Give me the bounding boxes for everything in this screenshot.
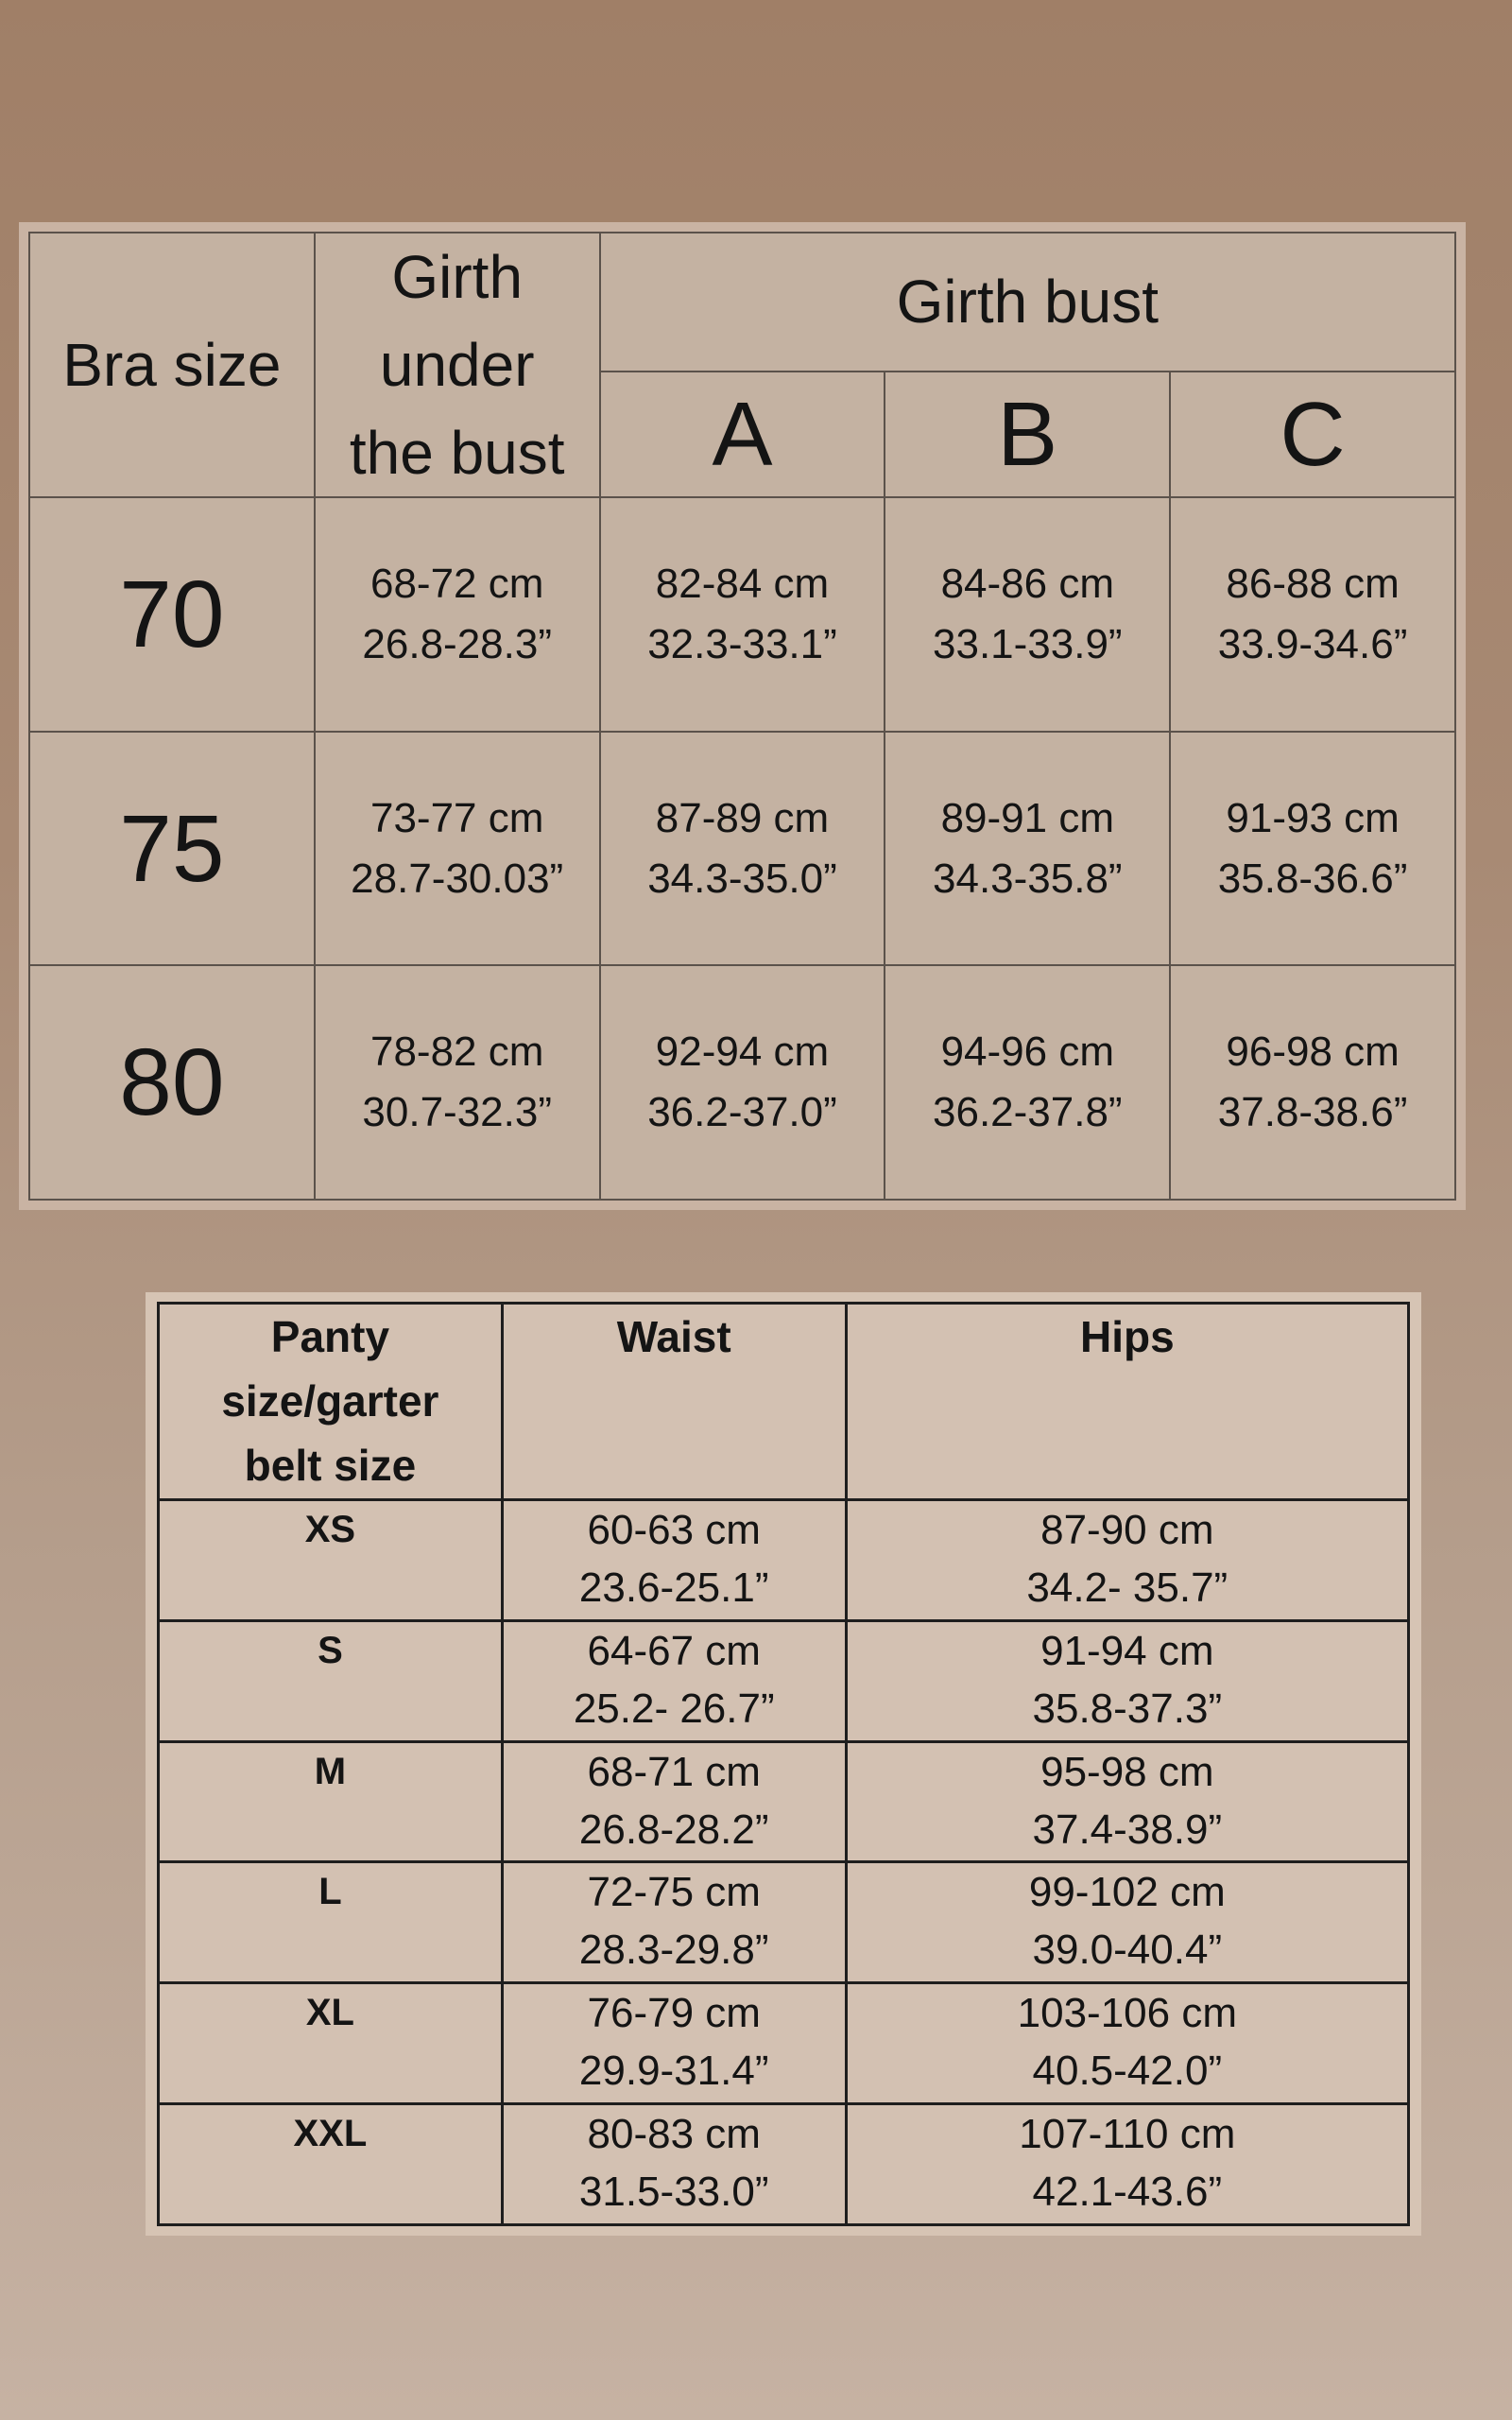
girth-under-cell — [315, 497, 600, 732]
cup-c-cell — [1170, 497, 1455, 732]
header-hips: Hips — [846, 1304, 1408, 1500]
hips-cell — [846, 1983, 1408, 2104]
cup-b-cell — [885, 497, 1170, 732]
girth-under-cell — [315, 732, 600, 966]
cm-value: 84-86 cm — [940, 561, 1114, 608]
cm-value: 91-94 cm — [1040, 1627, 1214, 1674]
panty-size-value: S — [159, 1620, 503, 1741]
header-panty-line: Panty — [270, 1312, 390, 1361]
cm-value: 91-93 cm — [1226, 794, 1400, 841]
girth-under-cell — [315, 965, 600, 1200]
cm-value: 68-71 cm — [587, 1748, 761, 1795]
cm-value: 92-94 cm — [655, 1028, 830, 1076]
header-girth-under-bust — [315, 233, 600, 497]
inch-value: 34.3-35.8” — [933, 855, 1123, 902]
waist-cell — [502, 1983, 846, 2104]
inch-value: 34.2- 35.7” — [1026, 1564, 1228, 1611]
inch-value: 35.8-37.3” — [1032, 1685, 1223, 1732]
hips-cell — [846, 2104, 1408, 2225]
panty-row — [159, 1741, 1409, 1862]
waist-cell — [502, 1862, 846, 1983]
cm-value: 103-106 cm — [1017, 1990, 1237, 2037]
header-cup-b: B — [885, 372, 1170, 498]
cup-c-cell — [1170, 732, 1455, 966]
bra-size-value: 70 — [29, 497, 315, 732]
cm-value: 96-98 cm — [1226, 1028, 1400, 1076]
inch-value: 28.3-29.8” — [578, 1927, 769, 1974]
cm-value: 86-88 cm — [1226, 561, 1400, 608]
cm-value: 78-82 cm — [369, 1028, 544, 1076]
cup-a-cell — [600, 497, 885, 732]
inch-value: 25.2- 26.7” — [573, 1685, 775, 1732]
inch-value: 39.0-40.4” — [1032, 1927, 1223, 1974]
panty-row — [159, 1500, 1409, 1621]
cm-value: 82-84 cm — [655, 561, 830, 608]
inch-value: 33.9-34.6” — [1217, 621, 1408, 668]
cm-value: 60-63 cm — [587, 1507, 761, 1553]
waist-cell — [502, 1741, 846, 1862]
header-girth-under-line: Girth — [391, 243, 524, 311]
cm-value: 87-89 cm — [655, 794, 830, 841]
header-waist: Waist — [502, 1304, 846, 1500]
cm-value: 95-98 cm — [1040, 1748, 1214, 1795]
inch-value: 23.6-25.1” — [578, 1564, 769, 1611]
cm-value: 99-102 cm — [1028, 1869, 1226, 1916]
inch-value: 40.5-42.0” — [1032, 2048, 1223, 2095]
header-bra-size: Bra size — [29, 233, 315, 497]
inch-value: 37.4-38.9” — [1032, 1806, 1223, 1853]
inch-value: 30.7-32.3” — [362, 1089, 552, 1136]
inch-value: 35.8-36.6” — [1217, 855, 1408, 902]
panty-size-chart — [146, 1292, 1421, 2236]
hips-cell — [846, 1862, 1408, 1983]
waist-cell — [502, 1620, 846, 1741]
panty-row — [159, 2104, 1409, 2225]
cup-a-cell — [600, 732, 885, 966]
header-panty-size — [159, 1304, 503, 1500]
cm-value: 80-83 cm — [587, 2111, 761, 2158]
inch-value: 42.1-43.6” — [1032, 2169, 1223, 2216]
panty-size-value: XXL — [159, 2104, 503, 2225]
header-girth-under-line: under — [379, 330, 535, 399]
cup-c-cell — [1170, 965, 1455, 1200]
cm-value: 87-90 cm — [1040, 1507, 1214, 1553]
cm-value: 64-67 cm — [587, 1627, 761, 1674]
panty-size-table — [157, 1302, 1410, 2226]
inch-value: 26.8-28.2” — [578, 1806, 769, 1853]
inch-value: 36.2-37.0” — [647, 1089, 837, 1136]
bra-size-value: 80 — [29, 965, 315, 1200]
panty-size-value: XS — [159, 1500, 503, 1621]
bra-row — [29, 732, 1455, 966]
inch-value: 36.2-37.8” — [933, 1089, 1123, 1136]
cm-value: 94-96 cm — [940, 1028, 1114, 1076]
panty-size-value: L — [159, 1862, 503, 1983]
panty-row — [159, 1620, 1409, 1741]
hips-cell — [846, 1500, 1408, 1621]
inch-value: 26.8-28.3” — [362, 621, 552, 668]
cm-value: 107-110 cm — [1019, 2111, 1236, 2158]
cup-b-cell — [885, 732, 1170, 966]
panty-size-value: XL — [159, 1983, 503, 2104]
cm-value: 73-77 cm — [369, 794, 544, 841]
panty-row — [159, 1983, 1409, 2104]
inch-value: 31.5-33.0” — [578, 2169, 769, 2216]
inch-value: 33.1-33.9” — [933, 621, 1123, 668]
inch-value: 34.3-35.0” — [647, 855, 837, 902]
waist-cell — [502, 1500, 846, 1621]
bra-row — [29, 965, 1455, 1200]
waist-cell — [502, 2104, 846, 2225]
inch-value: 29.9-31.4” — [578, 2048, 769, 2095]
bra-row — [29, 497, 1455, 732]
bra-size-table — [28, 232, 1456, 1201]
hips-cell — [846, 1620, 1408, 1741]
inch-value: 32.3-33.1” — [647, 621, 837, 668]
cm-value: 76-79 cm — [587, 1990, 761, 2037]
header-cup-a: A — [600, 372, 885, 498]
cm-value: 89-91 cm — [940, 794, 1114, 841]
inch-value: 37.8-38.6” — [1217, 1089, 1408, 1136]
cup-a-cell — [600, 965, 885, 1200]
bra-size-value: 75 — [29, 732, 315, 966]
header-panty-line: size/garter — [221, 1376, 439, 1426]
cup-b-cell — [885, 965, 1170, 1200]
panty-size-value: M — [159, 1741, 503, 1862]
hips-cell — [846, 1741, 1408, 1862]
cm-value: 68-72 cm — [369, 561, 544, 608]
header-girth-under-line: the bust — [349, 418, 565, 487]
header-panty-line: belt size — [244, 1441, 417, 1490]
panty-row — [159, 1862, 1409, 1983]
header-cup-c: C — [1170, 372, 1455, 498]
header-girth-bust: Girth bust — [600, 233, 1455, 372]
bra-size-chart — [19, 222, 1466, 1210]
inch-value: 28.7-30.03” — [351, 855, 564, 902]
cm-value: 72-75 cm — [587, 1869, 761, 1916]
